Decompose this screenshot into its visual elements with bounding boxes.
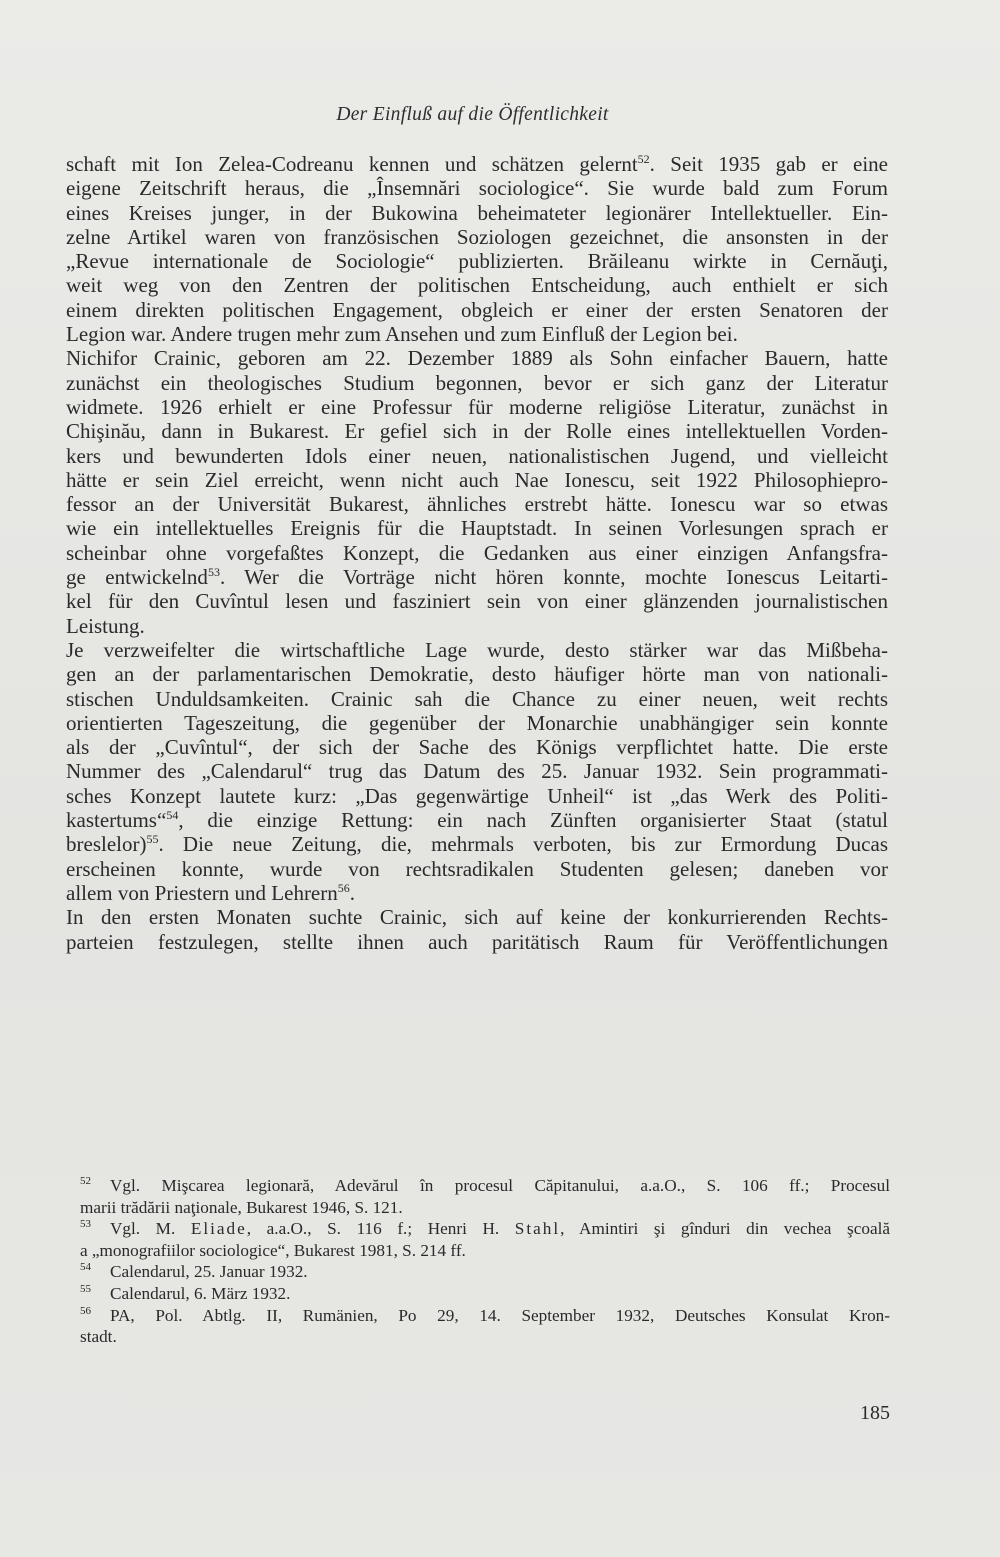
line-text: sches Konzept lautete kurz: „Das gegenwärtige Unheil“ ist „das Werk des Politi-: [66, 783, 888, 808]
text-line: [66, 468, 888, 492]
line-text: zunächst ein theologisches Studium begonnen, bevor er sich ganz der Literatur: [66, 370, 888, 395]
line-text: Leistung.: [66, 613, 145, 638]
line-text: Legion war. Andere trugen mehr zum Ansehen und zum Einfluß der Legion bei.: [66, 322, 738, 347]
text-line: [66, 298, 888, 322]
text-line: [66, 905, 888, 929]
footnote: [80, 1261, 890, 1283]
footnote: [80, 1175, 890, 1218]
line-text: weit weg von den Zentren der politischen Entscheidung, auch enthielt er sich: [66, 273, 888, 298]
footnote: [80, 1305, 890, 1348]
text-line: [66, 662, 888, 686]
running-head: Der Einfluß auf die Öffentlichkeit: [336, 104, 609, 125]
line-text: als der „Cuvîntul“, der sich der Sache des Königs verpflichtet hatte. Die erste: [66, 735, 888, 760]
footnote-reference: 52: [637, 152, 650, 166]
footnote-line: Calendarul, 25. Januar 1932.: [110, 1262, 308, 1282]
text-line: [66, 444, 888, 468]
text-line: [66, 614, 888, 638]
footnote-reference: 53: [207, 565, 220, 580]
line-text: parteien festzulegen, stellte ihnen auch paritätisch Raum für Veröffentlichungen: [66, 929, 888, 954]
footnotes: [80, 1175, 890, 1348]
footnote-line: Vgl. Mişcarea legionară, Adevărul în procesul Căpitanului, a.a.O., S. 106 ff.; Procesul: [110, 1176, 890, 1195]
text-line: [66, 516, 888, 540]
line-text: wie ein intellektuelles Ereignis für die Hauptstadt. In seinen Vorlesungen sprach er: [66, 516, 888, 541]
footnote-number: 52: [80, 1175, 91, 1187]
footnote-reference: 56: [337, 880, 350, 895]
line-text: kel für den Cuvîntul lesen und fasziniert sein von einer glänzenden journalistischen: [66, 589, 888, 614]
footnote-reference: 55: [146, 832, 159, 847]
text-line: [66, 565, 888, 589]
line-text: Chişinău, dann in Bukarest. Er gefiel sich in der Rolle eines intellektuellen Vorden-: [66, 419, 888, 444]
line-text: breslelor): [66, 832, 147, 857]
footnote-number: 55: [80, 1282, 91, 1295]
text-line: [66, 857, 888, 881]
line-text: „Revue internationale de Sociologie“ publizierten. Brăileanu wirkte in Cernăuţi,: [66, 249, 888, 274]
text-line: [66, 346, 888, 370]
line-text: kers und bewunderten Idols einer neuen, nationalistischen Jugend, und vielleicht: [66, 443, 888, 468]
line-text: fessor an der Universität Bukarest, ähnliches erstrebt hätte. Ionescu war so etwas: [66, 492, 888, 517]
text-line: [66, 273, 888, 297]
line-text: allem von Priestern und Lehrern: [66, 880, 338, 905]
line-text: widmete. 1926 erhielt er eine Professur für moderne religiöse Literatur, zunächst in: [66, 394, 888, 419]
text-line: [66, 492, 888, 516]
footnote-line: [110, 1218, 890, 1240]
line-text: stischen Unduldsamkeiten. Crainic sah die Chance zu einer neuen, weit rechts: [66, 686, 888, 711]
line-text: erscheinen konnte, wurde von rechtsradikalen Studenten gelesen; daneben vor: [66, 856, 888, 881]
line-text: orientierten Tageszeitung, die gegenüber der Monarchie unabhängiger sein konnte: [66, 710, 888, 735]
line-text: .: [349, 880, 355, 905]
line-text: . Wer die Vorträge nicht hören konnte, mochte Ionescus Leitarti-: [219, 565, 888, 590]
footnote-number: 53: [80, 1218, 91, 1231]
footnote-number: 54: [80, 1261, 91, 1274]
text-line: [66, 371, 888, 395]
body-text: [66, 152, 888, 954]
text-line: [66, 881, 888, 905]
text-line: [66, 711, 888, 735]
line-text: scheinbar ohne vorgefaßtes Konzept, die Gedanken aus einer einzigen Anfangsfra-: [66, 540, 888, 565]
footnote-text: , Amintiri şi gînduri din vechea şcoală: [560, 1219, 890, 1239]
line-text: . Seit 1935 gab er eine: [649, 152, 889, 176]
line-text: kastertums“: [66, 808, 167, 833]
line-text: Nichifor Crainic, geboren am 22. Dezember 1889 als Sohn einfacher Bauern, hatte: [66, 346, 888, 371]
footnote-text: , a.a.O., S. 116 f.; Henri H.: [246, 1219, 515, 1239]
footnote-text: Vgl. M.: [110, 1219, 191, 1239]
text-line: [66, 735, 888, 759]
footnote-reference: 54: [166, 808, 179, 823]
line-text: . Die neue Zeitung, die, mehrmals verboten, bis zur Ermordung Ducas: [158, 832, 888, 857]
footnote-line: a „monografiilor sociologice“, Bukarest 1981, S. 214 ff.: [80, 1240, 466, 1260]
line-text: hätte er sein Ziel erreicht, wenn nicht auch Nae Ionescu, seit 1922 Philosophiepro-: [66, 467, 888, 492]
line-text: Nummer des „Calendarul“ trug das Datum des 25. Januar 1932. Sein programmati-: [66, 759, 888, 784]
text-line: [66, 759, 888, 783]
text-line: [66, 225, 888, 249]
line-text: In den ersten Monaten suchte Crainic, sich auf keine der konkurrierenden Rechts-: [66, 905, 888, 930]
line-text: zelne Artikel waren von französischen Soziologen gezeichnet, die ansonsten in der: [66, 224, 888, 249]
line-text: Je verzweifelter die wirtschaftliche Lage wurde, desto stärker war das Mißbeha-: [66, 637, 888, 662]
text-line: [66, 419, 888, 443]
footnote-line: PA, Pol. Abtlg. II, Rumänien, Po 29, 14. September 1932, Deutsches Konsulat Kron-: [110, 1305, 890, 1325]
footnote-line: stadt.: [80, 1327, 117, 1347]
text-line: [66, 638, 888, 662]
footnote-line: Calendarul, 6. März 1932.: [110, 1283, 291, 1303]
footnote: [80, 1218, 890, 1261]
text-line: [66, 687, 888, 711]
footnote-number: 56: [80, 1304, 91, 1317]
line-text: ge entwickelnd: [66, 565, 208, 590]
text-line: [66, 541, 888, 565]
text-line: [66, 589, 888, 613]
text-line: [66, 152, 888, 176]
author-name: Stahl: [514, 1219, 561, 1239]
author-name: Eliade: [190, 1219, 247, 1239]
text-line: [66, 832, 888, 856]
text-line: [66, 249, 888, 273]
line-text: eigene Zeitschrift heraus, die „Însemnări sociologice“. Sie wurde bald zum Forum: [66, 176, 888, 201]
line-text: , die einzige Rettung: ein nach Zünften organisierter Staat (statul: [178, 808, 888, 833]
text-line: [66, 176, 888, 200]
text-line: [66, 784, 888, 808]
text-line: [66, 808, 888, 832]
line-text: eines Kreises junger, in der Bukowina beheimateter legionärer Intellektueller. Ein-: [66, 200, 888, 225]
text-line: [66, 201, 888, 225]
text-line: [66, 322, 888, 346]
text-line: [66, 930, 888, 954]
footnote-line: marii trădării naţionale, Bukarest 1946, S. 121.: [80, 1197, 403, 1217]
text-line: [66, 395, 888, 419]
line-text: einem direkten politischen Engagement, obgleich er einer der ersten Senatoren der: [66, 297, 888, 322]
line-text: gen an der parlamentarischen Demokratie, desto häufiger hörte man von nationali-: [66, 662, 888, 687]
footnote: [80, 1283, 890, 1305]
line-text: schaft mit Ion Zelea-Codreanu kennen und schätzen gelernt: [66, 152, 638, 176]
page-number: 185: [860, 1402, 890, 1424]
